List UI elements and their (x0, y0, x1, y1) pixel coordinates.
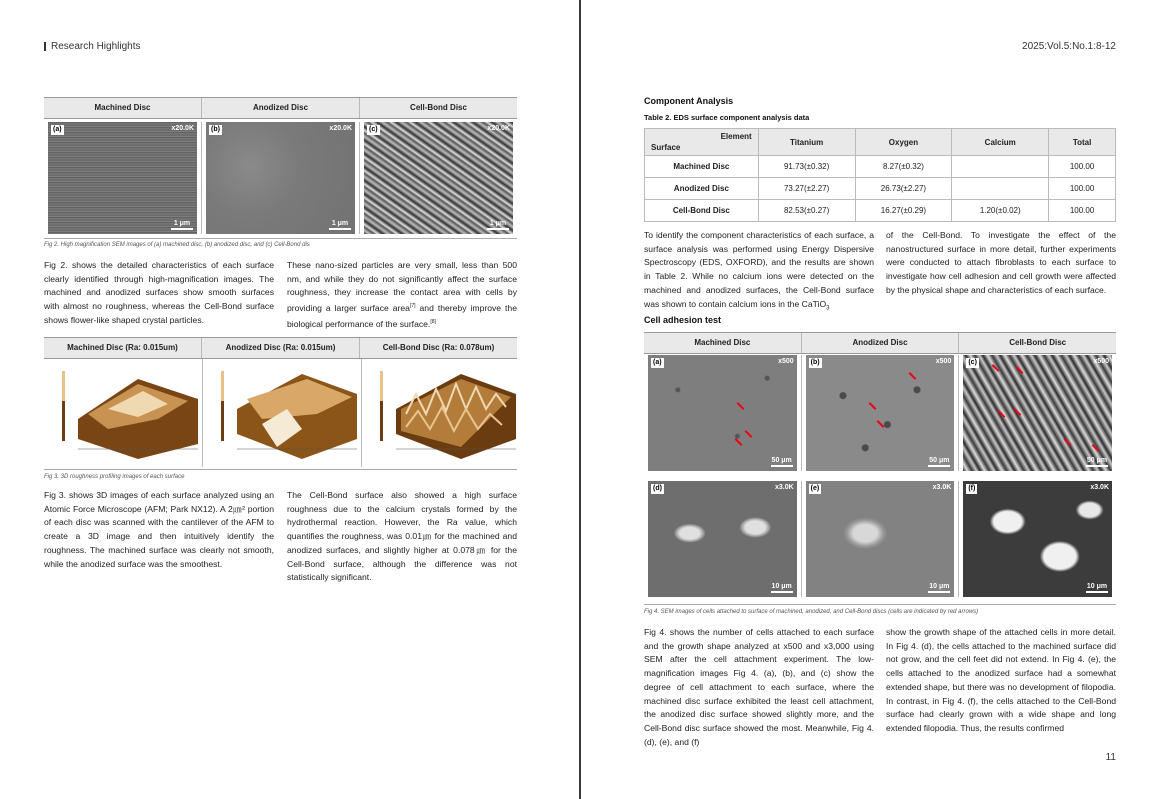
sem-image-cellbond-x500 (963, 355, 1112, 471)
fig2-panel-a (44, 122, 201, 234)
afm-3d-plot-anodized (207, 359, 357, 467)
fig2-panel-b (201, 122, 359, 234)
cell-titanium: 82.53(±0.27) (758, 200, 855, 222)
sem-image-machined (48, 122, 197, 234)
component-analysis-heading: Component Analysis (644, 96, 734, 106)
panel-label: (b) (211, 126, 220, 133)
para-fig3-left: Fig 3. shows 3D images of each surface analyzed using an Atomic Force Microscope (AFM; Park NX12). A 2㎛² portion of each disc was scanned with the cantilever of the AFM to create a 3D image and then intuitively identify the roughness. The machined surface was clearly not smooth, while the anodized surface was the smoothest. (44, 490, 274, 569)
scale-bar: 50 μm (1086, 457, 1108, 467)
fig2-col-machined: Machined Disc (94, 103, 151, 112)
citation-ref: [8] (430, 318, 436, 325)
page-number: 11 (1105, 752, 1116, 763)
red-arrow-icon (745, 430, 753, 438)
fig4-top-row (644, 355, 1116, 471)
fig4-col-cellbond: Cell-Bond Disc (958, 333, 1116, 353)
cell-adhesion-heading: Cell adhesion test (644, 315, 722, 325)
col-oxygen: Oxygen (855, 129, 952, 156)
magnification: x500 (935, 358, 952, 365)
red-arrow-icon (735, 438, 743, 446)
cell-titanium: 91.73(±0.32) (758, 156, 855, 178)
cell-total: 100.00 (1049, 200, 1116, 222)
citation-ref: [7] (409, 303, 416, 310)
afm-anodized (202, 359, 361, 467)
header-bar (44, 42, 46, 51)
para-fig4-right: show the growth shape of the attached cells in more detail. In Fig 4. (d), the cells attached to the machined surface did not grow, and the cell feet did not extend. In Fig 4. (e), the cells attached to the anodized surface had a somewhat extended shape, but there was no development of filopodia. In contrast, in Fig 4. (f), the cells attached to the Cell-Bond surface had clearly grown with a wide shape and long extended filopodia. Thus, the results confirmed (886, 627, 1116, 733)
red-arrow-icon (1092, 444, 1100, 452)
magnification: x3.0K (932, 484, 952, 491)
fig2-col-cellbond: Cell-Bond Disc (359, 98, 517, 118)
para-text: and thereby improve the biological performance of the surface. (287, 302, 517, 329)
scale-bar: 1 μm (171, 220, 193, 230)
fig4-panel-a (644, 355, 801, 471)
panel-label: (d) (653, 485, 662, 492)
red-arrow-icon (1064, 438, 1072, 446)
cell-oxygen: 26.73(±2.27) (855, 178, 952, 200)
fig3-header (44, 337, 517, 359)
fig4-caption: Fig 4. SEM images of cells attached to surface of machined, anodized, and Cell-Bond discs (cells are indicated by red arrows) (644, 609, 979, 615)
cell-total: 100.00 (1049, 178, 1116, 200)
red-arrow-icon (876, 420, 884, 428)
fig3-images (44, 359, 517, 467)
fig2-header (44, 97, 517, 119)
cell-calcium (952, 156, 1049, 178)
cell-calcium (952, 178, 1049, 200)
scale-bar: 10 μm (1086, 583, 1108, 593)
magnification: x500 (778, 358, 794, 365)
afm-cellbond (361, 359, 520, 467)
red-arrow-icon (868, 402, 876, 410)
fig3-col-machined: Machined Disc (Ra: 0.015um) (67, 343, 178, 352)
red-arrow-icon (998, 410, 1006, 418)
section-title: Research Highlights (51, 41, 141, 52)
eds-header-row (645, 129, 1116, 156)
journal-citation: 2025:Vol.5:No.1:8-12 (1022, 41, 1116, 52)
afm-3d-plot-cellbond (366, 359, 516, 467)
fig2-images (44, 122, 517, 234)
para-fig2-left: Fig 2. shows the detailed characteristics of each surface clearly identified through high-magnification images. The machined and anodized surfaces show smooth surfaces with almost no roughness, whereas the Cell-Bond surface shows flower-like shaped crystal particles. (44, 260, 274, 325)
sem-image-anodized (206, 122, 355, 234)
scale-bar: 10 μm (928, 583, 950, 593)
row-label: Anodized Disc (645, 178, 759, 200)
panel-label: (c) (369, 126, 378, 133)
table-row (645, 156, 1116, 178)
fig4-col-machined: Machined Disc (694, 338, 751, 347)
scale-bar: 50 μm (771, 457, 793, 467)
magnification: x20.0K (329, 125, 352, 132)
cell-oxygen: 8.27(±0.32) (855, 156, 952, 178)
magnification: x20.0K (171, 125, 194, 132)
afm-3d-plot-machined (48, 359, 198, 467)
cell-calcium: 1.20(±0.02) (952, 200, 1049, 222)
red-arrow-icon (737, 402, 745, 410)
table2-caption: Table 2. EDS surface component analysis data (644, 113, 810, 122)
afm-machined (44, 359, 202, 467)
right-page (581, 0, 1160, 799)
scale-bar: 1 μm (329, 220, 351, 230)
subscript: 3 (826, 305, 830, 312)
fig4-header (644, 332, 1116, 354)
para-text: These nano-sized particles are very small, less than 500 nm, and while they do not significantly affect the surface roughness, they increase the contact area with cells by providing a larger surface area (287, 260, 517, 313)
scale-bar: 10 μm (771, 583, 793, 593)
panel-label: (a) (53, 126, 62, 133)
cell-total: 100.00 (1049, 156, 1116, 178)
fig4-col-anodized: Anodized Disc (801, 333, 959, 353)
fig4-panel-c (958, 355, 1116, 471)
panel-label: (c) (968, 359, 977, 366)
para-eds-left (644, 229, 874, 316)
fig4-panel-f (958, 481, 1116, 597)
fig4-panel-d (644, 481, 801, 597)
sem-image-machined-x3k (648, 481, 797, 597)
red-arrow-icon (1014, 408, 1022, 416)
magnification: x20.0K (487, 125, 510, 132)
fig4-panel-b (801, 355, 959, 471)
col-titanium: Titanium (758, 129, 855, 156)
fig3-caption: Fig 3. 3D roughness profiling images of each surface (44, 474, 185, 480)
fig2-bottom-rule (44, 238, 517, 239)
running-header (44, 41, 141, 52)
sem-image-cellbond-x3k (963, 481, 1112, 597)
scale-bar: 50 μm (928, 457, 950, 467)
sem-image-anodized-x3k (806, 481, 955, 597)
table-row (645, 178, 1116, 200)
sem-image-cellbond (364, 122, 513, 234)
fig4-panel-e (801, 481, 959, 597)
panel-label: (b) (810, 359, 820, 366)
fig2-panel-c (359, 122, 517, 234)
fig3-col-anodized: Anodized Disc (Ra: 0.015um) (201, 338, 359, 358)
red-arrow-icon (1016, 366, 1024, 374)
cell-oxygen: 16.27(±0.29) (855, 200, 952, 222)
table-row (645, 200, 1116, 222)
para-eds-right: of the Cell-Bond. To investigate the effect of the nanostructured surface in more detail, further experiments were conducted to attach fibroblasts to each surface to investigate how cell adhesion and cell growth were affected by the physical shape and characteristics of each surface. (886, 230, 1116, 295)
fig2-caption: Fig 2. High magnification SEM images of (a) machined disc, (b) anodized disc, and (c) Cell-Bond dis (44, 242, 310, 248)
eds-table (644, 128, 1116, 222)
para-fig2-right (287, 259, 517, 331)
col-calcium: Calcium (952, 129, 1049, 156)
panel-label: (f) (968, 485, 976, 492)
panel-label: (a) (653, 359, 662, 366)
para-text: To identify the component characteristics of each surface, a surface analysis was performed using Energy Dispersive Spectroscopy (EDS, OXFORD), and the results are shown in Table 2. While no calcium ions were detected on the machined and anodized surfaces, the Cell-Bond surface was shown to contain calcium ions in the CaTiO (644, 230, 874, 309)
fig3-col-cellbond: Cell-Bond Disc (Ra: 0.078um) (359, 338, 517, 358)
panel-label: (e) (810, 485, 820, 492)
sem-image-machined-x500 (648, 355, 797, 471)
row-label: Cell-Bond Disc (645, 200, 759, 222)
fig2-col-anodized: Anodized Disc (201, 98, 359, 118)
col-total: Total (1049, 129, 1116, 156)
magnification: x500 (1093, 358, 1110, 365)
sem-image-anodized-x500 (806, 355, 955, 471)
fig3-bottom-rule (44, 469, 517, 470)
para-fig4-left: Fig 4. shows the number of cells attached to each surface and the growth shape analyzed at x500 and x3,000 using SEM after the cell attachment experiment. The low-magnification images Fig 4. (a), (b), and (c) show the degree of cell attachment to each surface, where the machined disc surface exhibited the least cell attachment, the anodized disc surface showed slightly more, and the Cell-Bond disc surface showed the most. Meanwhile, Fig 4. (d), (e), and (f) (644, 627, 874, 747)
fig4-bottom-row (644, 481, 1116, 597)
cell-titanium: 73.27(±2.27) (758, 178, 855, 200)
corner-surface: Surface (651, 143, 681, 152)
corner-cell (645, 129, 759, 156)
red-arrow-icon (992, 364, 1000, 372)
magnification: x3.0K (774, 484, 794, 491)
magnification: x3.0K (1090, 484, 1110, 491)
para-fig3-right: The Cell-Bond surface also showed a high surface roughness due to the calcium crystals formed by the hydrothermal reaction. However, the Ra value, which quantifies the roughness, was 0.01㎛ for the machined and anodized surfaces, and slightly higher at 0.078㎛ for the Cell-Bond surface, although the difference was not statistically significant. (287, 490, 517, 583)
corner-element: Element (720, 132, 752, 141)
red-arrow-icon (908, 372, 916, 380)
fig4-bottom-rule (644, 604, 1116, 605)
scale-bar: 1 μm (487, 220, 509, 230)
row-label: Machined Disc (645, 156, 759, 178)
